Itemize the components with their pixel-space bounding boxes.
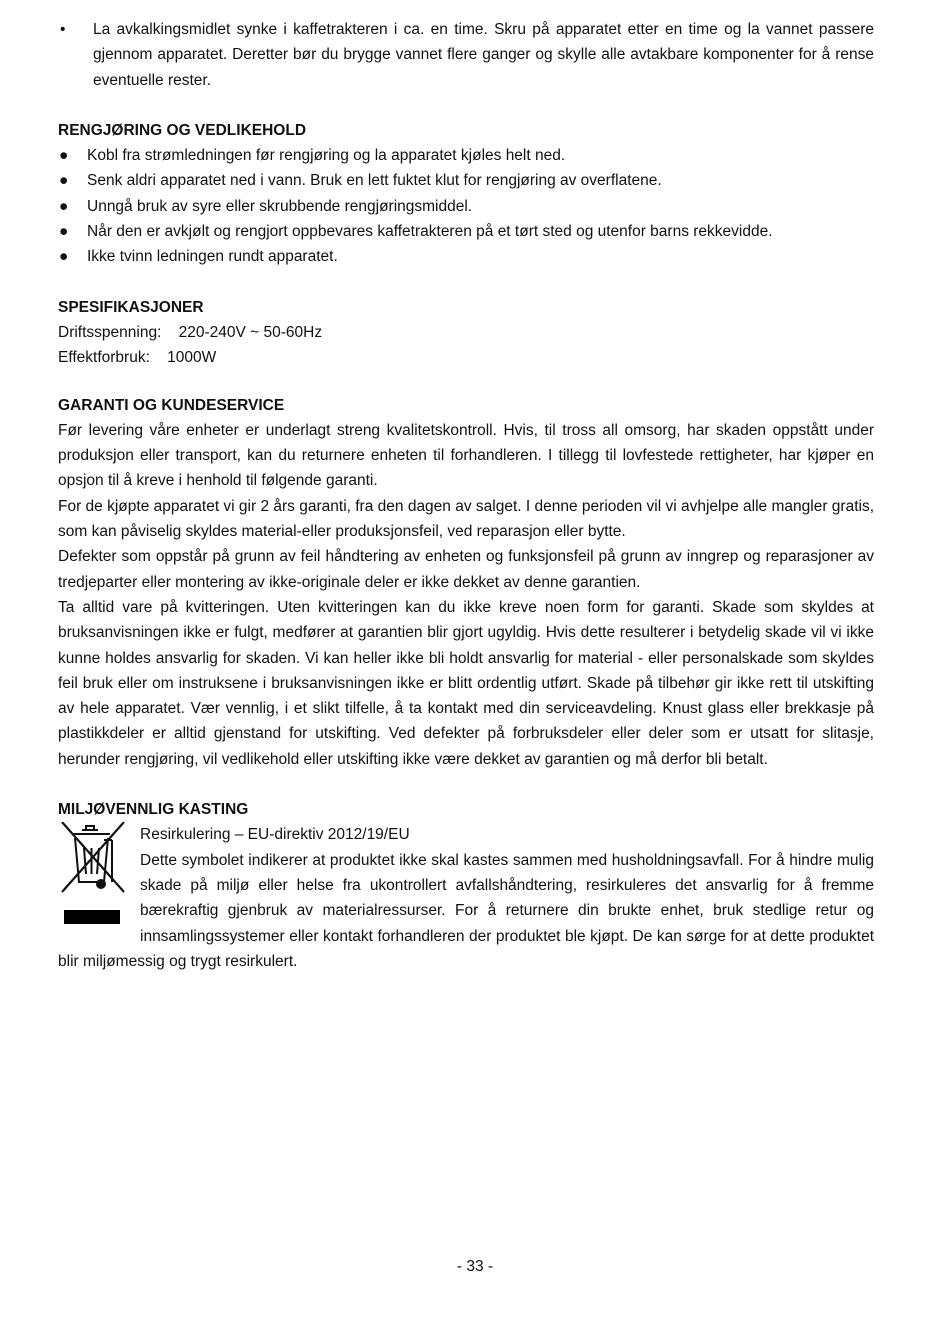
cleaning-list: [58, 143, 874, 269]
warranty-paragraph: Defekter som oppstår på grunn av feil håndtering av enheten og funksjonsfeil på grunn av inngrep og reparasjoner av tredjeparter eller montering av ikke-originale deler er ikke dekket av denne garantien.: [58, 548, 874, 591]
list-item: ● Når den er avkjølt og rengjort oppbevares kaffetrakteren på et tørt sted og utenfor barns rekkevidde.: [59, 223, 773, 241]
intro-bullet: [58, 17, 874, 93]
list-item: ● Kobl fra strømledningen før rengjøring og la apparatet kjøles helt ned.: [59, 147, 566, 165]
warranty-paragraph: For de kjøpte apparatet vi gir 2 års garanti, fra den dagen av salget. I denne perioden vil vi avhjelpe alle mangler gratis, som kan påviselig skyldes material-eller produksjonsfeil, ved reparasjon eller bytte.: [58, 497, 874, 541]
list-item: ● Ikke tvinn ledningen rundt apparatet.: [59, 248, 338, 266]
disposal-section: [58, 822, 874, 974]
cleaning-heading: RENGJØRING OG VEDLIKEHOLD: [58, 121, 307, 139]
warranty-paragraph: Ta alltid vare på kvitteringen. Uten kvitteringen kan du ikke kreve noen form for garanti. Skade som skyldes at bruksanvisningen ikke er fulgt, medfører at garantien blir gjort ugyldig. Hvis dette resulterer i betydelig skade vil vi ikke kunne holdes ansvarlig for skaden. Vi kan heller ikke bli holdt ansvarlig for material - eller personalskade som skyldes feil bruk eller om instruksene i bruksanvisningen ikke er blitt ordentlig utført. Skade på tilbehør gir ikke rett til utskifting av hele apparatet. Vær vennlig, i et slikt tilfelle, å ta kontakt med din serviceavdeling. Knust glass eller brekkasje på plastikkdeler er alltid gjenstand for utskifting. Ved defekter på forbruksdeler eller deler som er utsatt for slitasje, herunder rengjøring, vil vedlikehold eller utskifting ikke være dekket av garantien og må derfor bli betalt.: [58, 598, 874, 768]
bullet-marker: •: [60, 21, 66, 38]
disposal-heading: MILJØVENNLIG KASTING: [58, 801, 249, 819]
specs-heading: SPESIFIKASJONER: [58, 298, 204, 316]
spec-row-voltage: Driftsspenning: 220-240V ~ 50-60Hz: [58, 323, 323, 341]
page-number: - 33 -: [456, 1258, 494, 1275]
spec-row-power: Effektforbruk: 1000W: [58, 349, 217, 367]
disposal-paragraph: Dette symbolet indikerer at produktet ikke skal kastes sammen med husholdningsavfall. For å hindre mulig skade på miljø eller helse fra ukontrollert avfallshåndtering, resirkuleres det ansvarlig for å fremme bærekraftig gjenbruk av materialressurser. For å returnere din brukte enhet, bruk stedlige retur og innsamlingssystemer eller kontakt forhandleren der produktet ble kjøpt. De kan sørge for at dette produktet blir miljømessig og trygt resirkulert.: [58, 851, 874, 970]
document-page: [58, 17, 874, 974]
warranty-paragraph: Før levering våre enheter er underlagt streng kvalitetskontroll. Hvis, til tross all omsorg, har skaden oppstått under produksjon eller transport, kan du returnere enheten til forhandleren. I tillegg til lovfestede rettigheter, har kjøper en opsjon til å kreve i henhold til følgende garanti.: [58, 421, 874, 490]
disposal-text-block: [58, 822, 874, 974]
list-item: ● Unngå bruk av syre eller skrubbende rengjøringsmiddel.: [59, 197, 473, 215]
warranty-heading: GARANTI OG KUNDESERVICE: [58, 396, 285, 414]
crossed-out-wheelie-bin-icon: [58, 822, 140, 932]
intro-bullet-text: La avkalkingsmidlet synke i kaffetrakteren i ca. en time. Skru på apparatet etter en time og la vannet passere gjennom apparatet. Deretter bør du brygge vannet flere ganger og skylle alle avtakbare komponenter for å rense eventuelle rester.: [93, 21, 874, 89]
list-item: ● Senk aldri apparatet ned i vann. Bruk en lett fuktet klut for rengjøring av overflatene.: [59, 172, 662, 190]
directive-line: Resirkulering – EU-direktiv 2012/19/EU: [140, 826, 410, 844]
